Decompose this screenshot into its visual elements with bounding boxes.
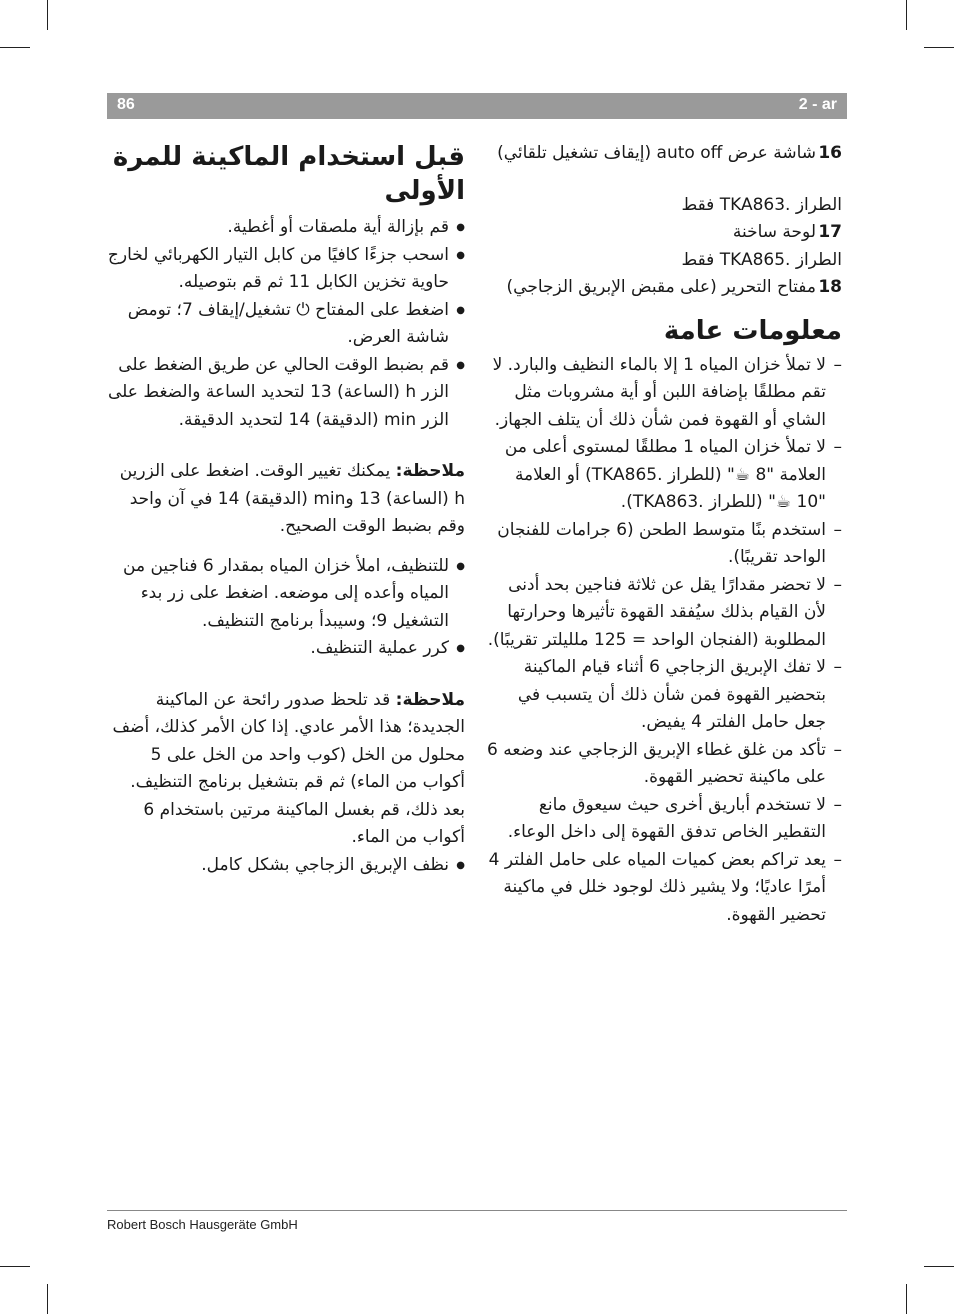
list-item: ● قم بإزالة أية ملصقات أو أغطية. (107, 214, 465, 242)
model-note: الطراز .TKA865 فقط (681, 249, 842, 270)
list-item: – لا تحضر مقدارًا يقل عن ثلاثة فناجين بحد أدنى لأن القيام بذلك سيُفقد القهوة تأثيرها وحرارتها المطلوبة (الفنجان الواحد = 125 ملليلتر تقريبًا). (482, 572, 842, 655)
list-item: ● للتنظيف، املأ خزان المياه بمقدار 6 فناجين من المياه وأعده إلى موضعه. اضغط على زر بدء التشغيل 9؛ وسيبدأ برنامج التنظيف. (107, 553, 465, 636)
crop-mark (924, 1266, 954, 1267)
crop-mark (924, 47, 954, 48)
parts-item (482, 274, 842, 302)
model-note: الطراز .TKA863 فقط (681, 194, 842, 215)
page-number: 86 (117, 96, 135, 113)
crop-mark (906, 0, 907, 30)
list-item: ● اضغط على المفتاح ⏻ تشغيل/إيقاف 7؛ تومض شاشة العرض. (107, 297, 465, 352)
list-item: – تأكد من غلق غطاء الإبريق الزجاجي عند وضعه 6 على ماكينة تحضير القهوة. (482, 737, 842, 792)
list-item: ● اسحب جزءًا كافيًا من كابل التيار الكهربائي لخارج حاوية تخزين الكابل 11 ثم قم بتوصيله. (107, 242, 465, 297)
note-label: ملاحظة: (395, 689, 465, 710)
footer-company: Robert Bosch Hausgeräte GmbH (107, 1217, 298, 1232)
footer-divider (107, 1210, 847, 1211)
list-item: – يعد تراكم بعض كميات المياه على حامل الفلتر 4 أمرًا عاديًا؛ ولا يشير ذلك لوجود خلل في ماكينة تحضير القهوة. (482, 847, 842, 930)
note-label: ملاحظة: (395, 461, 465, 481)
general-info-list (482, 352, 842, 930)
list-item: – لا تملأ خزان المياه 1 مطلقًا لمستوى أعلى من العلامة "8 ☕" (للطراز .TKA865) أو العلامة "10 ☕" (للطراز .TKA863). (482, 434, 842, 517)
section-title-first-use: قبل استخدام الماكينة للمرة الأولى (112, 142, 465, 206)
item-text: لوحة ساخنة (732, 222, 816, 242)
note-block (107, 687, 465, 852)
crop-mark (47, 0, 48, 30)
list-item: – استخدم بنًا متوسط الطحن (6 جرامات للفنجان الواحد تقريبًا). (482, 517, 842, 572)
header-bar (107, 93, 847, 119)
note-text: يمكنك تغيير الوقت. اضغط على الزرين h (الساعة) 13 وmin (الدقيقة) 14 في آن واحد وقم بضبط الوقت الصحيح. (119, 461, 465, 536)
list-item: – لا تفك الإبريق الزجاجي 6 أثناء قيام الماكينة بتحضير القهوة فمن شأن ذلك أن يتسبب في جعل حامل الفلتر 4 يفيض. (482, 654, 842, 737)
crop-mark (0, 1266, 30, 1267)
item-number: 17 (818, 222, 842, 242)
item-number: 16 (818, 143, 842, 163)
language-code: 2 - ar (798, 96, 837, 113)
list-item: – لا تملأ خزان المياه 1 إلا بالماء النظيف والبارد. لا تقم مطلقًا بإضافة اللبن أو أية مشروبات مثل الشاي أو القهوة فمن شأن ذلك أن يتلف الجهاز. (482, 352, 842, 435)
list-item: ● كرر عملية التنظيف. (107, 635, 465, 663)
crop-mark (906, 1284, 907, 1314)
note-text: قد تلحظ صدور رائحة عن الماكينة الجديدة؛ هذا الأمر عادي. إذا كان الأمر كذلك، أضف محلول من الخل (كوب واحد من الخل على 5 أكواب من الماء) ثم قم بتشغيل برنامج التنظيف. بعد ذلك، قم بغسل الماكينة مرتين باستخدام 6 أكواب من الماء. (112, 689, 465, 847)
item-text: شاشة عرض auto off (إيقاف تشغيل تلقائي) (497, 143, 816, 163)
list-item: – لا تستخدم أباريق أخرى حيث سيعوق مانع التقطير الخاص تدفق القهوة إلى داخل الوعاء. (482, 792, 842, 847)
section-title-general-info: معلومات عامة (663, 315, 842, 346)
item-text: مفتاح التحرير (على مقبض الإبريق الزجاجي) (506, 277, 816, 297)
right-column (482, 140, 842, 929)
cleaning-steps (107, 553, 465, 663)
list-item: ● نظف الإبريق الزجاجي بشكل كامل. (107, 852, 465, 880)
crop-mark (0, 47, 30, 48)
parts-item (482, 140, 842, 168)
left-column (107, 140, 465, 879)
first-use-steps (107, 214, 465, 434)
list-item: ● قم بضبط الوقت الحالي عن طريق الضغط على الزر h (الساعة) 13 لتحديد الساعة والضغط على الزر min (الدقيقة) 14 لتحديد الدقيقة. (107, 352, 465, 435)
final-steps (107, 852, 465, 880)
crop-mark (47, 1284, 48, 1314)
item-number: 18 (818, 277, 842, 297)
note-block (107, 458, 465, 541)
parts-item (482, 219, 842, 247)
